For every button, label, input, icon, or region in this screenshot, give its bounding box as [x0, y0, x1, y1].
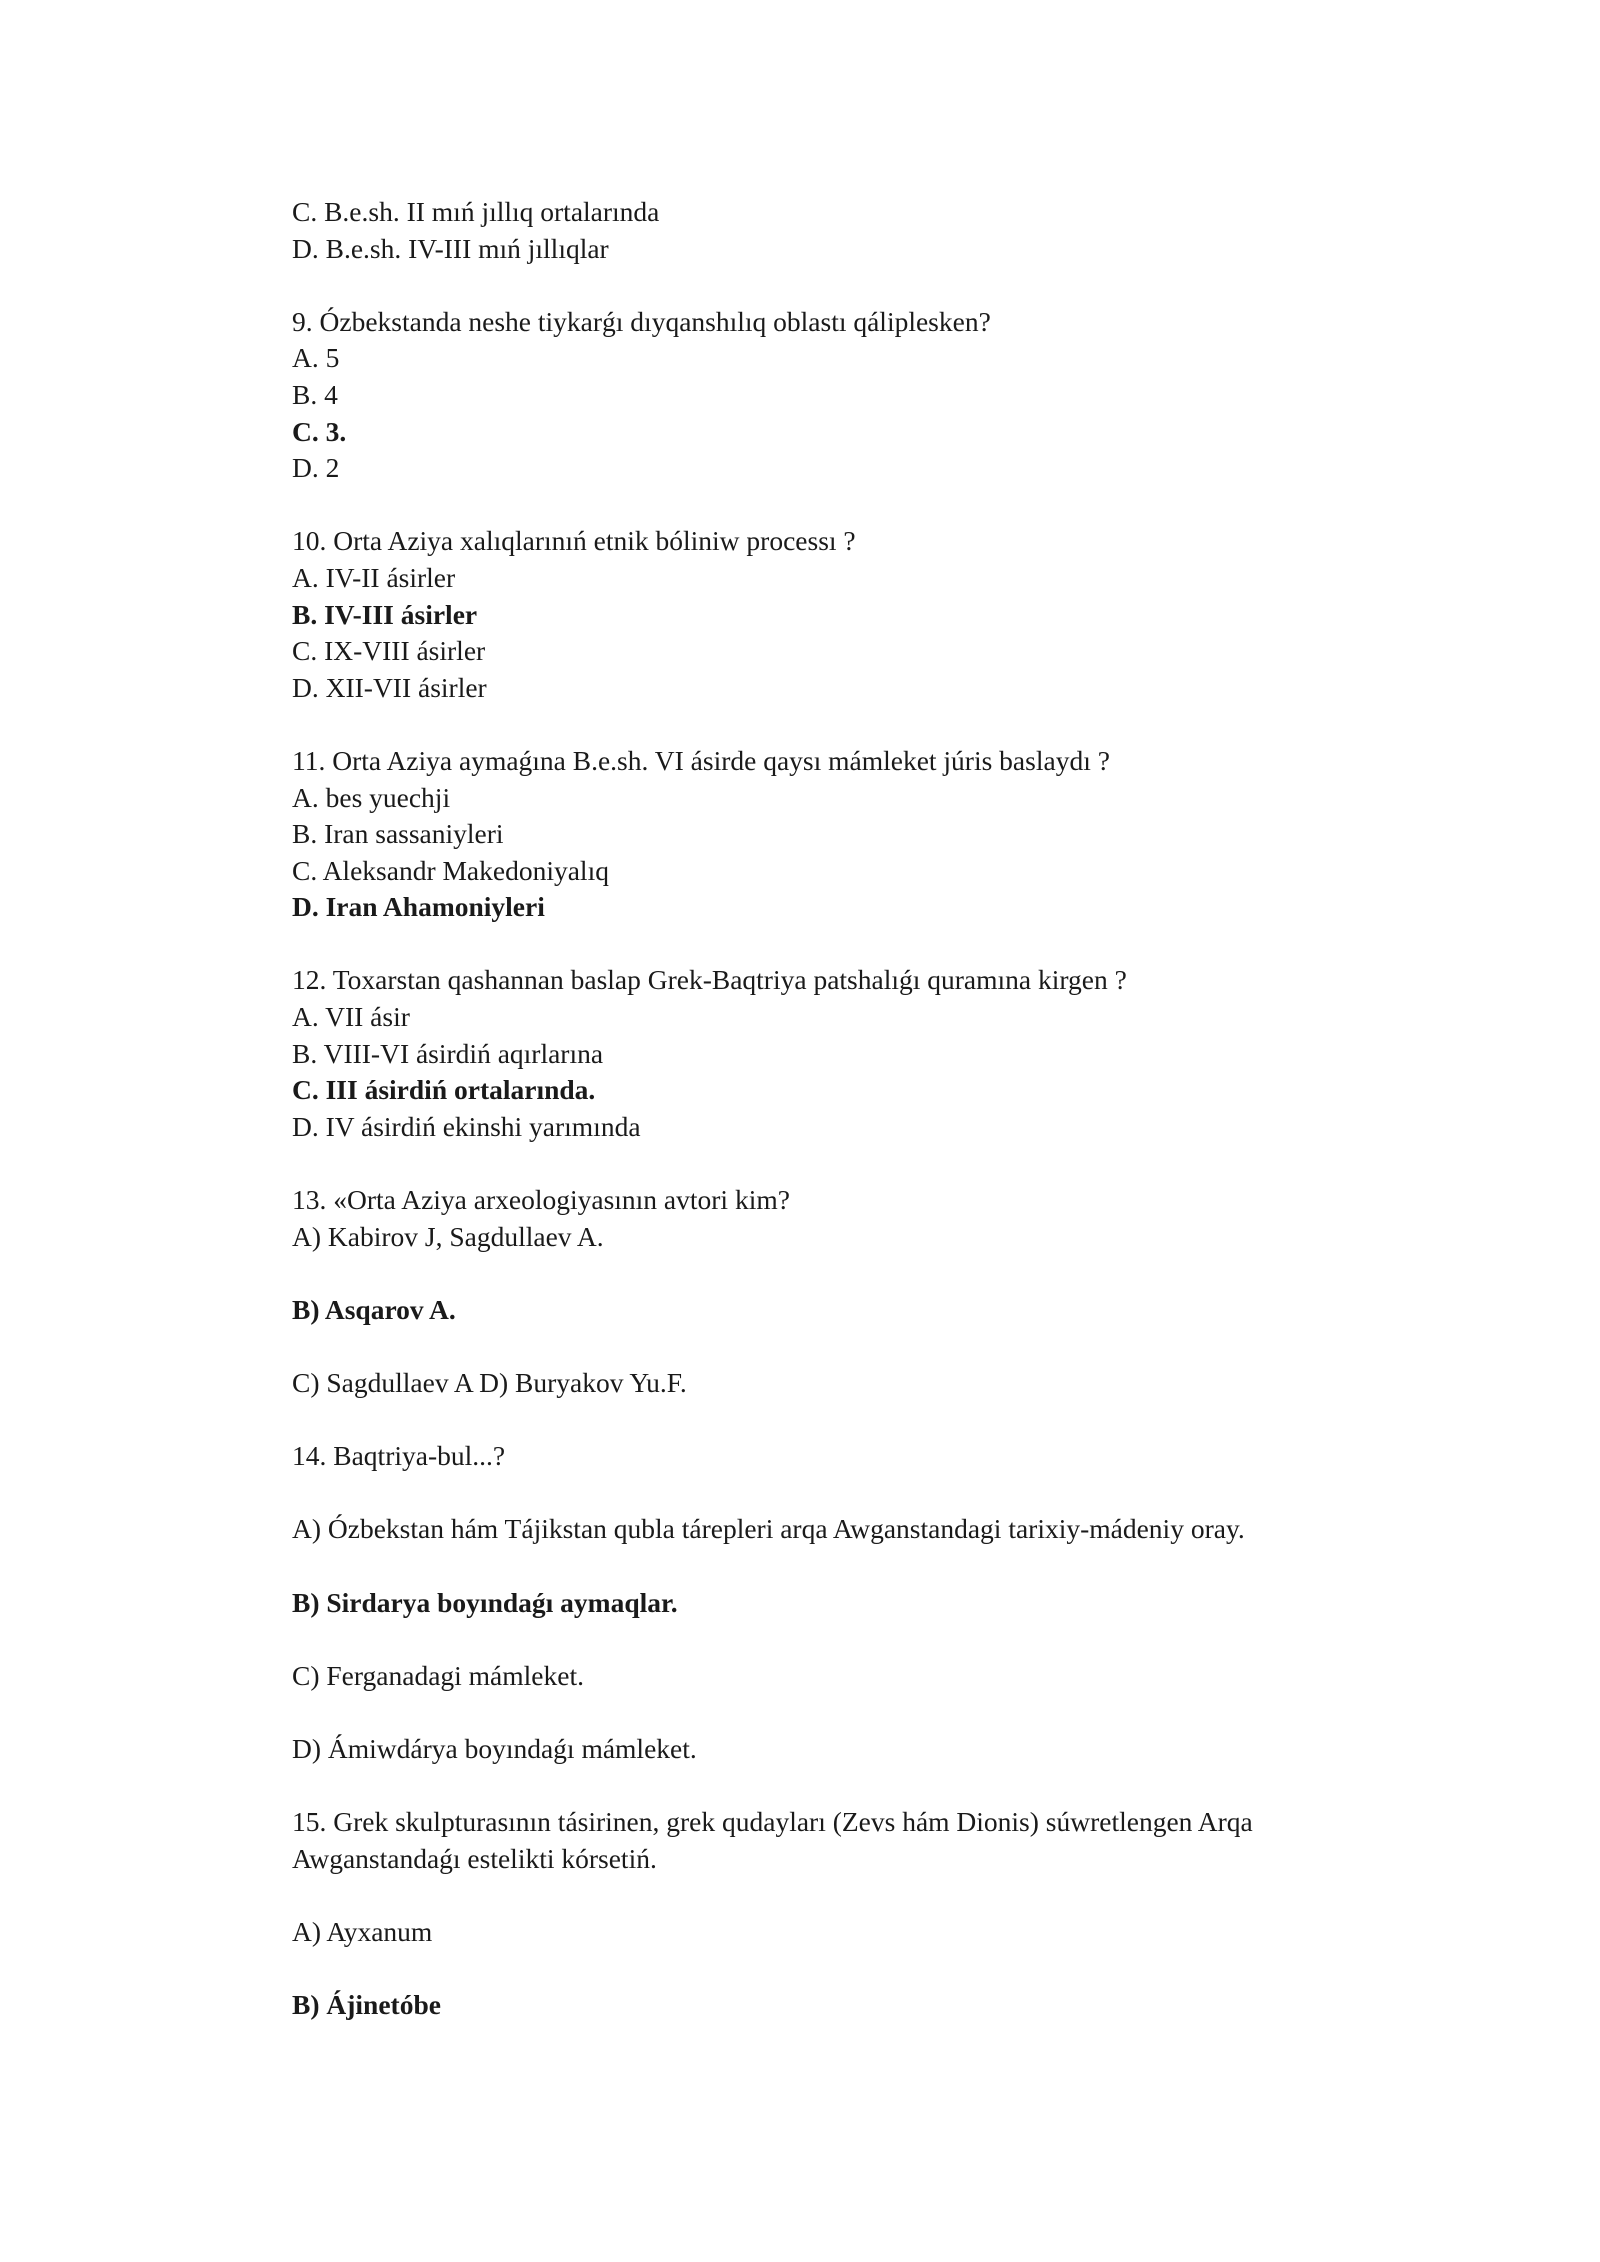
answer-option: D. IV ásirdiń ekinshi yarımında — [292, 1110, 641, 1142]
blank-line — [292, 1694, 1352, 1731]
correct-answer-option: B) Ájinetóbe — [292, 1989, 441, 2021]
blank-line — [292, 1621, 1352, 1658]
question-text: 11. Orta Aziya aymaǵına B.e.sh. VI ásirde qaysı mámleket júris baslaydı ? — [292, 744, 1110, 776]
answer-option: C. B.e.sh. II mıń jıllıq ortalarında — [292, 196, 660, 227]
answer-option: B. 4 — [292, 378, 338, 410]
blank-line — [292, 926, 1352, 963]
blank-line — [292, 1951, 1352, 1988]
blank-line — [292, 1475, 1352, 1512]
answer-option: C. Aleksandr Makedoniyalıq — [292, 854, 609, 886]
correct-answer-option: C. 3. — [292, 415, 347, 447]
blank-line — [292, 1328, 1352, 1365]
question-text: 14. Baqtriya-bul...? — [292, 1440, 506, 1472]
blank-line — [292, 1402, 1352, 1439]
blank-line — [292, 487, 1352, 524]
answer-option: A. 5 — [292, 342, 340, 374]
answer-option: A. IV-II ásirler — [292, 561, 456, 593]
answer-option: C. IX-VIII ásirler — [292, 635, 486, 667]
blank-line — [292, 1548, 1352, 1585]
correct-answer-option: B) Sirdarya boyındaǵı aymaqlar. — [292, 1586, 678, 1618]
correct-answer-option: C. III ásirdiń ortalarında. — [292, 1074, 596, 1106]
question-text: 10. Orta Aziya xalıqlarınıń etnik bóliniw processı ? — [292, 525, 856, 557]
answer-option: B. Iran sassaniyleri — [292, 818, 504, 850]
blank-line — [292, 267, 1352, 304]
answer-option: C) Ferganadagi mámleket. — [292, 1659, 584, 1691]
answer-option: A) Kabirov J, Sagdullaev A. — [292, 1220, 604, 1252]
correct-answer-option: D. Iran Ahamoniyleri — [292, 891, 545, 923]
document-body — [292, 194, 1352, 2024]
answer-option: A) Ózbekstan hám Tájikstan qubla tárepleri arqa Awganstandagi tarixiy-mádeniy oray. — [292, 1513, 1245, 1545]
question-text: 12. Toxarstan qashannan baslap Grek-Baqtriya patshalıǵı quramına kirgen ? — [292, 964, 1127, 996]
answer-option: C) Sagdullaev A D) Buryakov Yu.F. — [292, 1367, 687, 1398]
answer-option: A) Ayxanum — [292, 1915, 433, 1947]
question-text: 9. Ózbekstanda neshe tiykarǵı dıyqanshılıq oblastı qáliplesken? — [292, 305, 991, 337]
correct-answer-option: B. IV-III ásirler — [292, 598, 478, 630]
answer-option: D. 2 — [292, 452, 340, 484]
blank-line — [292, 1255, 1352, 1292]
answer-option: D. XII-VII ásirler — [292, 671, 487, 703]
answer-option: B. VIII-VI ásirdiń aqırlarına — [292, 1037, 604, 1069]
blank-line — [292, 1877, 1352, 1914]
blank-line — [292, 706, 1352, 743]
answer-option: A. bes yuechji — [292, 781, 451, 813]
question-text: 13. «Orta Aziya arxeologiyasının avtori kim? — [292, 1184, 790, 1216]
blank-line — [292, 1768, 1352, 1805]
blank-line — [292, 1145, 1352, 1182]
answer-option: D) Ámiwdárya boyındaǵı mámleket. — [292, 1732, 697, 1764]
answer-option: A. VII ásir — [292, 1001, 410, 1033]
question-text: 15. Grek skulpturasının tásirinen, grek qudayları (Zevs hám Dionis) súwretlengen Arqa Awganstandaǵı estelikti kórsetiń. — [292, 1806, 1253, 1874]
correct-answer-option: B) Asqarov A. — [292, 1293, 456, 1325]
answer-option: D. B.e.sh. IV-III mıń jıllıqlar — [292, 232, 609, 264]
